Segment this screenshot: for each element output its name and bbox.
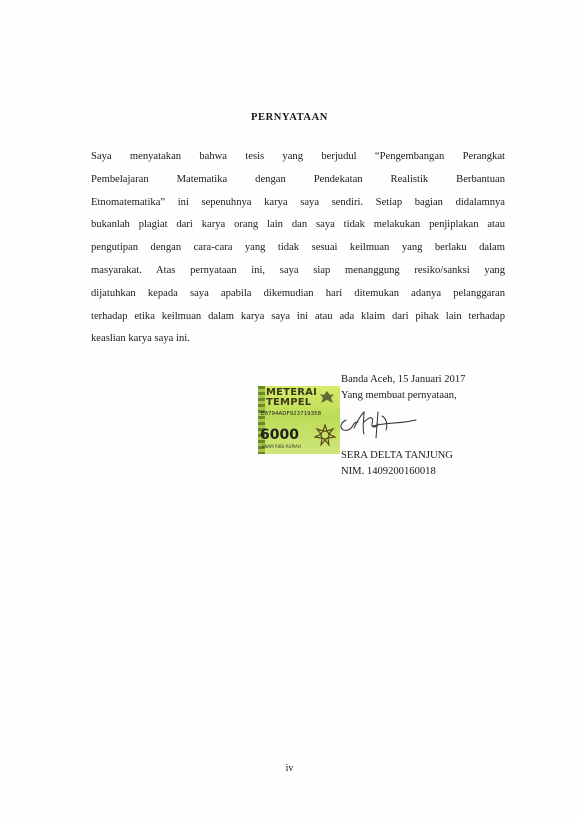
signer-nim: NIM. 1409200160018 bbox=[341, 465, 436, 477]
page-title: PERNYATAAN bbox=[251, 112, 328, 123]
handwritten-signature bbox=[318, 398, 418, 446]
statement-paragraph bbox=[91, 146, 505, 351]
page-number: iv bbox=[285, 763, 294, 774]
paragraph-line: Etnomatematika” ini sepenuhnya karya saya sendiri. Setiap bagian didalamnya bbox=[91, 196, 505, 208]
paragraph-line: Pembelajaran Matematika dengan Pendekatan Realistik Berbantuan bbox=[91, 173, 505, 185]
signer-name: SERA DELTA TANJUNG bbox=[341, 450, 453, 461]
paragraph-line: keaslian karya saya ini. bbox=[91, 333, 190, 345]
paragraph-line: bukanlah plagiat dari karya orang lain dan saya tidak melakukan penjiplakan atau bbox=[91, 219, 505, 231]
stamp-line1: METERAI bbox=[266, 387, 317, 398]
signer-details bbox=[341, 448, 453, 479]
stamp-value-words: ENAM RIBU RUPIAH bbox=[262, 444, 301, 449]
stamp-line2: TEMPEL bbox=[266, 397, 312, 408]
signer-role: Yang membuat pernyataan, bbox=[341, 389, 457, 401]
stamp-label bbox=[261, 388, 317, 408]
stamp-serial: E8794ADF923719358 bbox=[261, 411, 322, 417]
paragraph-line: dijatuhkan kepada saya apabila dikemudian hari ditemukan adanya pelanggaran bbox=[91, 287, 505, 299]
stamp-value: 6000 bbox=[260, 427, 299, 443]
paragraph-line: pengutipan dengan cara-cara yang tidak sesuai keilmuan yang berlaku dalam bbox=[91, 242, 505, 254]
paragraph-line: terhadap etika keilmuan dalam karya saya ini atau ada klaim dari pihak lain terhadap bbox=[91, 310, 505, 322]
paragraph-line: Saya menyatakan bahwa tesis yang berjudul “Pengembangan Perangkat bbox=[91, 151, 505, 162]
paragraph-line: masyarakat. Atas pernyataan ini, saya siap menanggung resiko/sanksi yang bbox=[91, 264, 505, 276]
place-date: Banda Aceh, 15 Januari 2017 bbox=[341, 374, 466, 385]
